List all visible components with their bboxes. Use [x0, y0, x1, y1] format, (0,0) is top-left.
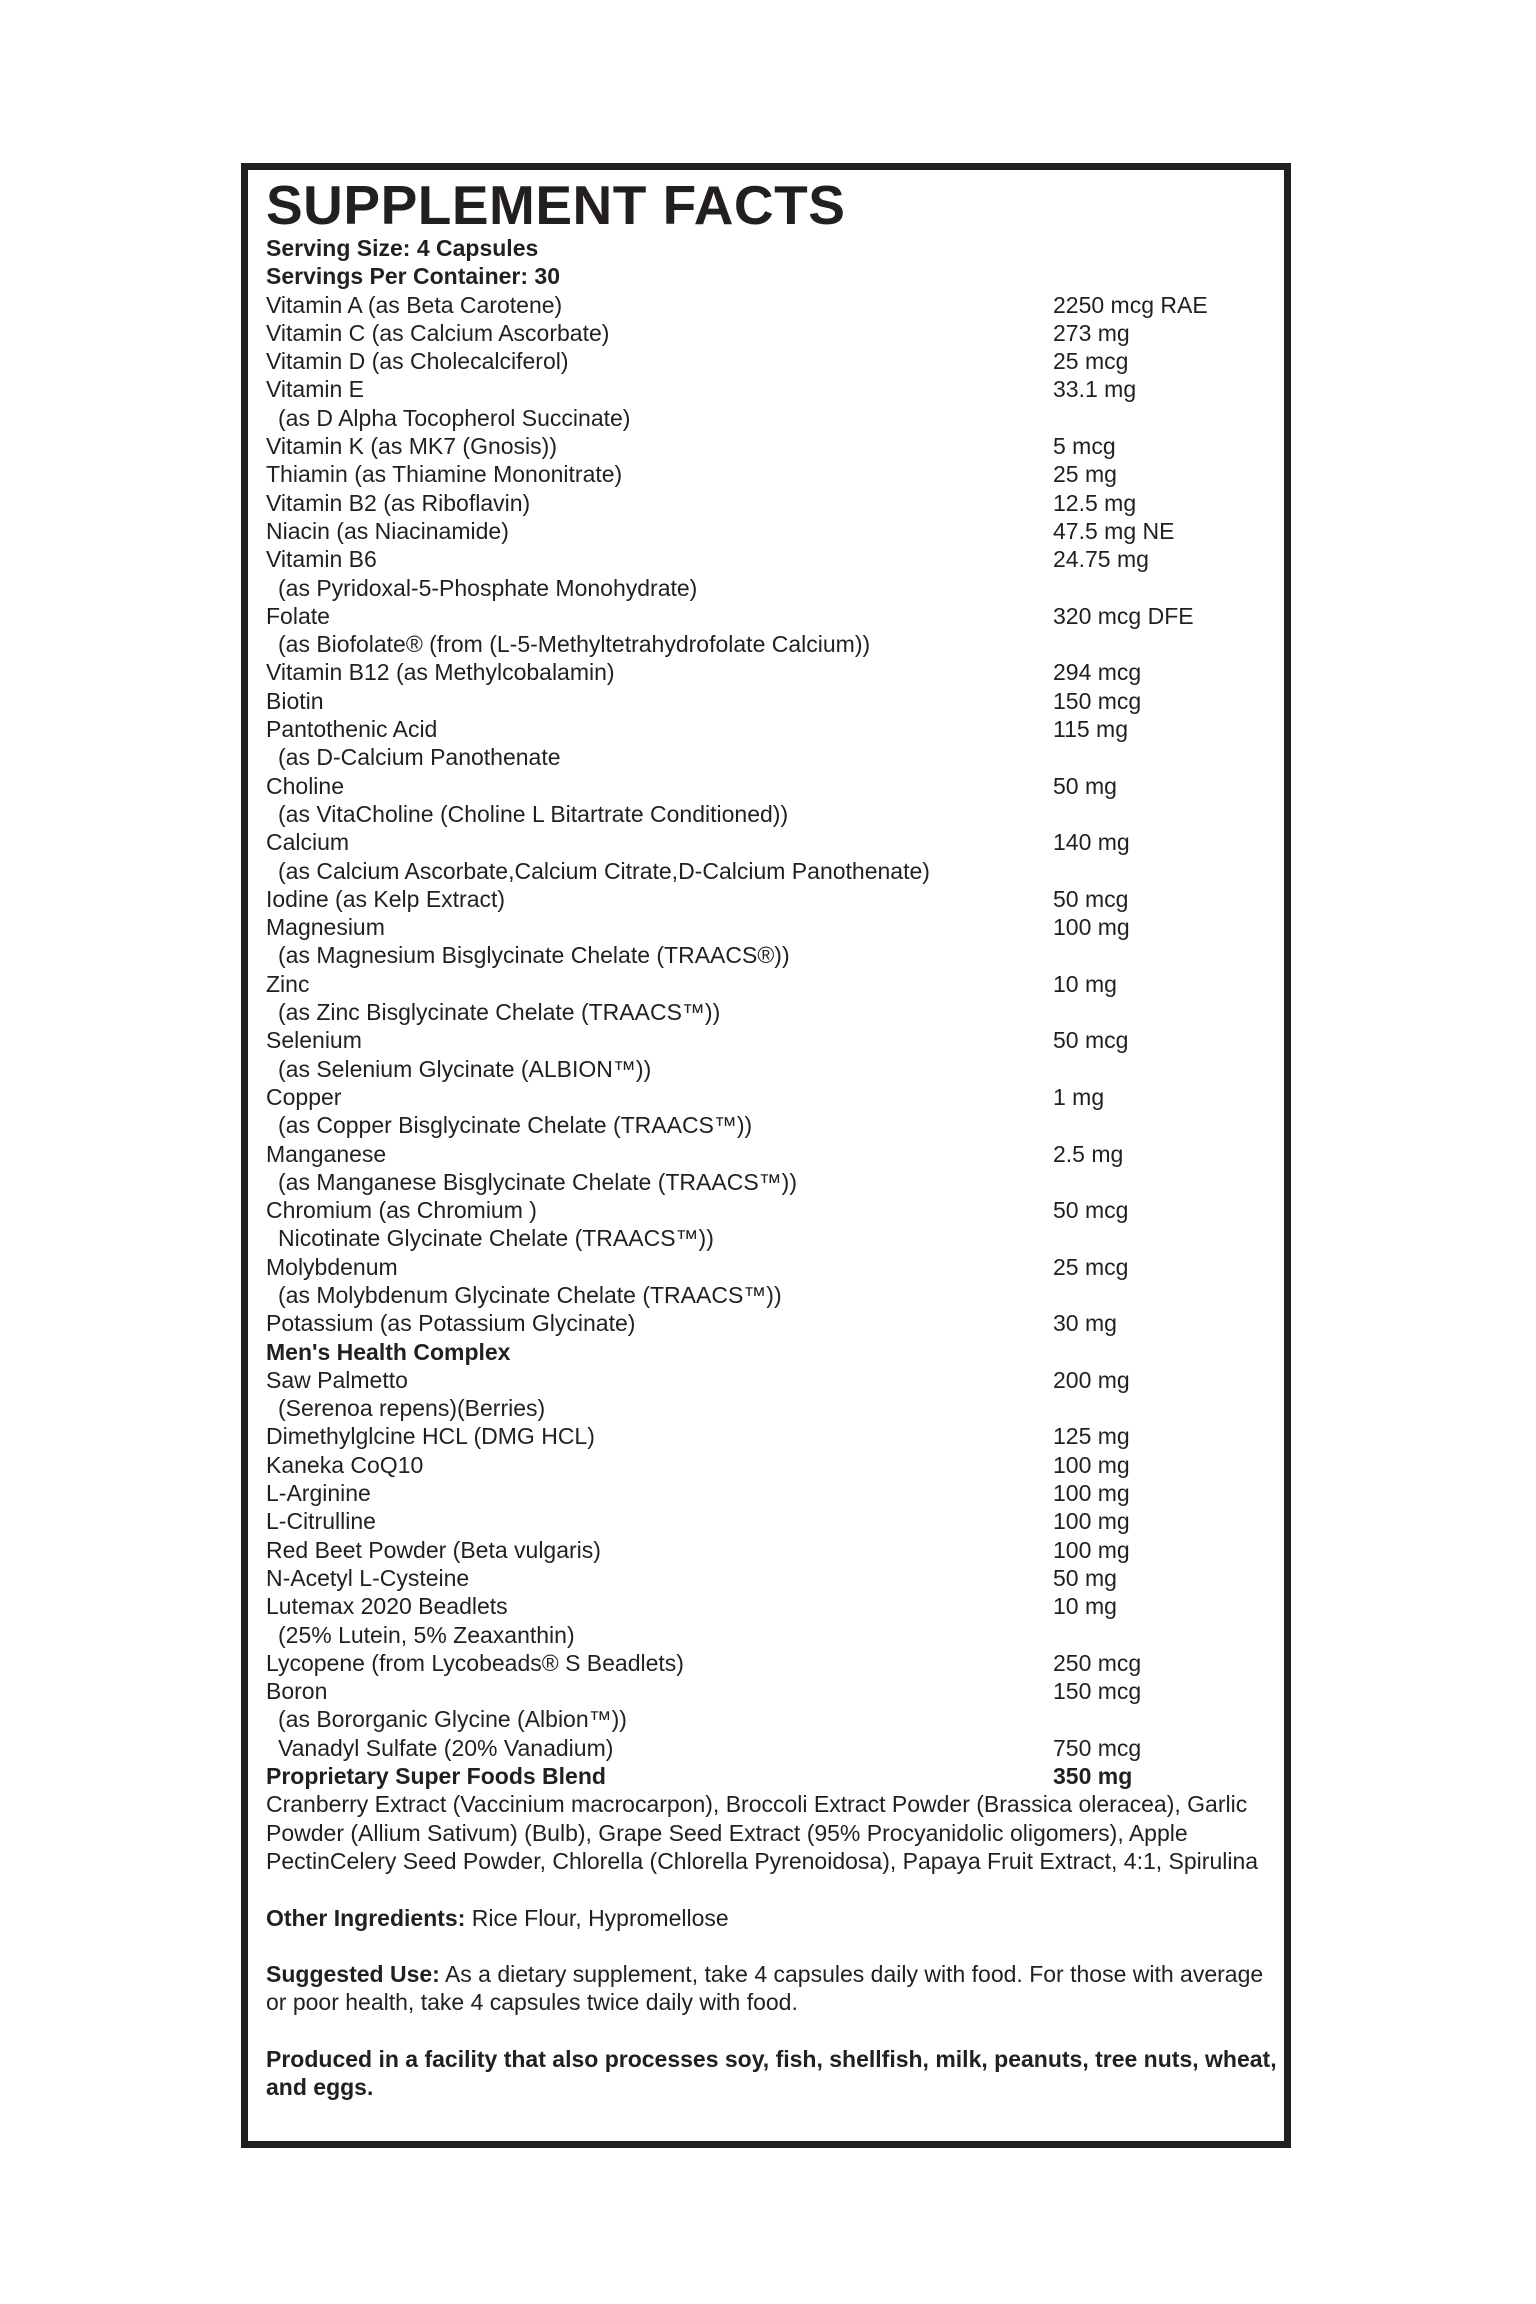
nutrient-row	[266, 941, 1284, 969]
nutrient-name: (Serenoa repens)(Berries)	[278, 1395, 546, 1422]
nutrient-name: Vitamin B12 (as Methylcobalamin)	[266, 659, 615, 686]
nutrient-amount: 125 mg	[1053, 1423, 1130, 1450]
nutrient-amount: 30 mg	[1053, 1310, 1117, 1337]
nutrient-row	[266, 1224, 1284, 1252]
nutrient-row	[266, 800, 1284, 828]
nutrient-row	[266, 545, 1284, 573]
nutrient-amount: 100 mg	[1053, 1508, 1130, 1535]
nutrient-amount: 350 mg	[1053, 1763, 1133, 1790]
nutrient-name: (as Pyridoxal-5-Phosphate Monohydrate)	[278, 574, 698, 601]
nutrient-row	[266, 375, 1284, 403]
nutrient-row	[266, 1677, 1284, 1705]
nutrient-row	[266, 1451, 1284, 1479]
nutrient-row	[266, 828, 1284, 856]
nutrient-row	[266, 970, 1284, 998]
nutrient-amount: 50 mg	[1053, 1564, 1117, 1591]
nutrient-name: Magnesium	[266, 914, 385, 941]
nutrient-row	[266, 1140, 1284, 1168]
nutrient-amount: 100 mg	[1053, 914, 1130, 941]
nutrient-name: Vitamin C (as Calcium Ascorbate)	[266, 319, 610, 346]
serving-size-text: Serving Size: 4 Capsules	[266, 235, 539, 261]
nutrient-row	[266, 715, 1284, 743]
nutrient-name: Copper	[266, 1083, 342, 1110]
nutrient-name: Biotin	[266, 687, 324, 714]
nutrient-name: (as Zinc Bisglycinate Chelate (TRAACS™))	[278, 999, 721, 1026]
nutrient-row	[266, 857, 1284, 885]
nutrient-amount: 25 mcg	[1053, 1253, 1129, 1280]
nutrient-name: (as Selenium Glycinate (ALBION™))	[278, 1055, 652, 1082]
nutrient-row	[266, 1196, 1284, 1224]
nutrient-amount: 140 mg	[1053, 829, 1130, 856]
other-ingredients-text: Rice Flour, Hypromellose	[465, 1904, 729, 1931]
nutrient-name: Lycopene (from Lycobeads® S Beadlets)	[266, 1649, 684, 1676]
other-ingredients-label: Other Ingredients:	[266, 1904, 466, 1931]
nutrient-name: (as D Alpha Tocopherol Succinate)	[278, 404, 631, 431]
serving-size	[266, 234, 1284, 262]
nutrient-row	[266, 630, 1284, 658]
nutrient-amount: 115 mg	[1053, 716, 1129, 743]
nutrient-name: Vitamin K (as MK7 (Gnosis))	[266, 433, 557, 460]
nutrient-row	[266, 1168, 1284, 1196]
nutrient-amount: 50 mg	[1053, 772, 1117, 799]
nutrient-row	[266, 1479, 1284, 1507]
nutrient-row	[266, 1253, 1284, 1281]
nutrient-amount: 10 mg	[1053, 1593, 1117, 1620]
nutrient-row	[266, 1055, 1284, 1083]
nutrient-row	[266, 1762, 1284, 1790]
nutrient-row	[266, 404, 1284, 432]
nutrient-row	[266, 913, 1284, 941]
spacer	[266, 1875, 1284, 1903]
nutrient-name: Lutemax 2020 Beadlets	[266, 1593, 508, 1620]
nutrient-amount: 150 mcg	[1053, 687, 1142, 714]
nutrient-row	[266, 489, 1284, 517]
nutrient-row	[266, 319, 1284, 347]
nutrient-name: Vitamin D (as Cholecalciferol)	[266, 348, 569, 375]
supplement-facts-panel	[241, 163, 1291, 2148]
nutrient-row	[266, 574, 1284, 602]
spacer	[266, 2017, 1284, 2045]
nutrient-name: (as Manganese Bisglycinate Chelate (TRAACS™))	[278, 1168, 797, 1195]
nutrient-name: Boron	[266, 1678, 328, 1705]
panel-title: SUPPLEMENT FACTS	[266, 174, 846, 236]
allergen-statement: Produced in a facility that also processes soy, fish, shellfish, milk, peanuts, tree nuts, wheat, and eggs.	[266, 2046, 1277, 2101]
nutrient-amount: 5 mcg	[1053, 433, 1116, 460]
nutrient-amount: 273 mg	[1053, 319, 1130, 346]
nutrient-amount: 24.75 mg	[1053, 546, 1149, 573]
nutrient-name: Folate	[266, 602, 330, 629]
nutrient-name: (as VitaCholine (Choline L Bitartrate Conditioned))	[278, 800, 789, 827]
servings-per-container-text: Servings Per Container: 30	[266, 263, 560, 290]
nutrient-row	[266, 1507, 1284, 1535]
nutrient-name: Manganese	[266, 1140, 387, 1167]
nutrient-row	[266, 602, 1284, 630]
nutrient-amount: 750 mcg	[1053, 1734, 1142, 1761]
nutrient-name: Chromium (as Chromium )	[266, 1197, 537, 1224]
nutrient-amount: 100 mg	[1053, 1480, 1130, 1507]
nutrient-amount: 2250 mcg RAE	[1053, 291, 1208, 318]
nutrient-name: Men's Health Complex	[266, 1338, 511, 1365]
nutrient-amount: 47.5 mg NE	[1053, 517, 1175, 544]
suggested-use-text: As a dietary supplement, take 4 capsules daily with food. For those with average or poor health, take 4 capsules twice daily with food.	[266, 1961, 1264, 2016]
spacer	[266, 1932, 1284, 1960]
nutrient-row	[266, 460, 1284, 488]
nutrient-name: Molybdenum	[266, 1253, 398, 1280]
nutrient-name: (as Calcium Ascorbate,Calcium Citrate,D-Calcium Panothenate)	[278, 857, 930, 884]
nutrient-name: Choline	[266, 772, 344, 799]
nutrient-row	[266, 1281, 1284, 1309]
nutrient-name: Nicotinate Glycinate Chelate (TRAACS™))	[278, 1225, 714, 1252]
nutrient-amount: 10 mg	[1053, 970, 1117, 997]
nutrient-name: Calcium	[266, 829, 350, 856]
nutrient-amount: 150 mcg	[1053, 1678, 1142, 1705]
nutrient-row	[266, 1621, 1284, 1649]
nutrient-row	[266, 1111, 1284, 1139]
servings-per-container	[266, 262, 1284, 290]
nutrient-row	[266, 885, 1284, 913]
nutrient-amount: 1 mg	[1053, 1083, 1105, 1110]
nutrient-name: Zinc	[266, 970, 310, 997]
nutrient-row	[266, 743, 1284, 771]
nutrient-row	[266, 1592, 1284, 1620]
nutrient-name: Proprietary Super Foods Blend	[266, 1763, 606, 1790]
nutrient-name: (as Bororganic Glycine (Albion™))	[278, 1706, 627, 1733]
nutrient-table	[266, 291, 1284, 1791]
nutrient-name: Vitamin B6	[266, 546, 377, 573]
nutrient-row	[266, 1338, 1284, 1366]
nutrient-row	[266, 1649, 1284, 1677]
blend-ingredients: Cranberry Extract (Vaccinium macrocarpon), Broccoli Extract Powder (Brassica oleracea), Garlic Powder (Allium Sativum) (Bulb), Grape Seed Extract (95% Procyanidolic oligomers), Apple PectinCelery Seed Powder, Chlorella (Chlorella Pyrenoidosa), Papaya Fruit Extract, 4:1, Spirulina	[266, 1791, 1259, 1874]
nutrient-name: Saw Palmetto	[266, 1366, 408, 1393]
nutrient-row	[266, 1536, 1284, 1564]
nutrient-amount: 50 mcg	[1053, 1197, 1129, 1224]
nutrient-amount: 50 mcg	[1053, 1027, 1129, 1054]
nutrient-name: N-Acetyl L-Cysteine	[266, 1564, 470, 1591]
nutrient-amount: 25 mg	[1053, 461, 1117, 488]
nutrient-row	[266, 347, 1284, 375]
nutrient-name: Selenium	[266, 1027, 362, 1054]
nutrient-amount: 2.5 mg	[1053, 1140, 1124, 1167]
nutrient-name: Red Beet Powder (Beta vulgaris)	[266, 1536, 601, 1563]
nutrient-row	[266, 432, 1284, 460]
nutrient-name: L-Citrulline	[266, 1508, 376, 1535]
nutrient-name: Pantothenic Acid	[266, 716, 438, 743]
nutrient-row	[266, 1083, 1284, 1111]
nutrient-row	[266, 998, 1284, 1026]
nutrient-amount: 25 mcg	[1053, 348, 1129, 375]
nutrient-name: Vanadyl Sulfate (20% Vanadium)	[278, 1734, 614, 1761]
nutrient-amount: 33.1 mg	[1053, 376, 1137, 403]
nutrient-row	[266, 1705, 1284, 1733]
nutrient-name: Niacin (as Niacinamide)	[266, 517, 509, 544]
nutrient-row	[266, 772, 1284, 800]
nutrient-name: Vitamin A (as Beta Carotene)	[266, 291, 563, 318]
nutrient-amount: 294 mcg	[1053, 659, 1142, 686]
nutrient-name: (as Magnesium Bisglycinate Chelate (TRAACS®))	[278, 942, 790, 969]
nutrient-row	[266, 1394, 1284, 1422]
nutrient-row	[266, 1366, 1284, 1394]
nutrient-row	[266, 658, 1284, 686]
nutrient-name: Vitamin B2 (as Riboflavin)	[266, 489, 531, 516]
nutrient-name: (as Copper Bisglycinate Chelate (TRAACS™))	[278, 1112, 753, 1139]
other-ingredients	[266, 1904, 1278, 1932]
nutrient-name: (as Biofolate® (from (L-5-Methyltetrahydrofolate Calcium))	[278, 631, 871, 658]
nutrient-row	[266, 687, 1284, 715]
nutrient-row	[266, 1564, 1284, 1592]
nutrient-name: L-Arginine	[266, 1480, 371, 1507]
nutrient-name: (as D-Calcium Panothenate	[278, 744, 561, 771]
nutrient-name: (as Molybdenum Glycinate Chelate (TRAACS™))	[278, 1281, 782, 1308]
nutrient-row	[266, 291, 1284, 319]
nutrient-row	[266, 1026, 1284, 1054]
nutrient-amount: 50 mcg	[1053, 885, 1129, 912]
nutrient-name: Potassium (as Potassium Glycinate)	[266, 1310, 636, 1337]
nutrient-amount: 250 mcg	[1053, 1649, 1142, 1676]
nutrient-amount: 320 mcg DFE	[1053, 602, 1194, 629]
suggested-use-label: Suggested Use:	[266, 1961, 440, 1988]
nutrient-name: Iodine (as Kelp Extract)	[266, 885, 506, 912]
nutrient-row	[266, 1422, 1284, 1450]
nutrient-row	[266, 1309, 1284, 1337]
nutrient-name: (25% Lutein, 5% Zeaxanthin)	[278, 1621, 575, 1648]
nutrient-name: Thiamin (as Thiamine Mononitrate)	[266, 461, 623, 488]
nutrient-amount: 100 mg	[1053, 1451, 1130, 1478]
nutrient-amount: 100 mg	[1053, 1536, 1130, 1563]
nutrient-row	[266, 1734, 1284, 1762]
suggested-use	[266, 1960, 1278, 2017]
nutrient-amount: 12.5 mg	[1053, 489, 1137, 516]
nutrient-name: Kaneka CoQ10	[266, 1451, 424, 1478]
nutrient-name: Vitamin E	[266, 376, 365, 403]
nutrient-amount: 200 mg	[1053, 1366, 1130, 1393]
nutrient-row	[266, 517, 1284, 545]
nutrient-name: Dimethylglcine HCL (DMG HCL)	[266, 1423, 595, 1450]
